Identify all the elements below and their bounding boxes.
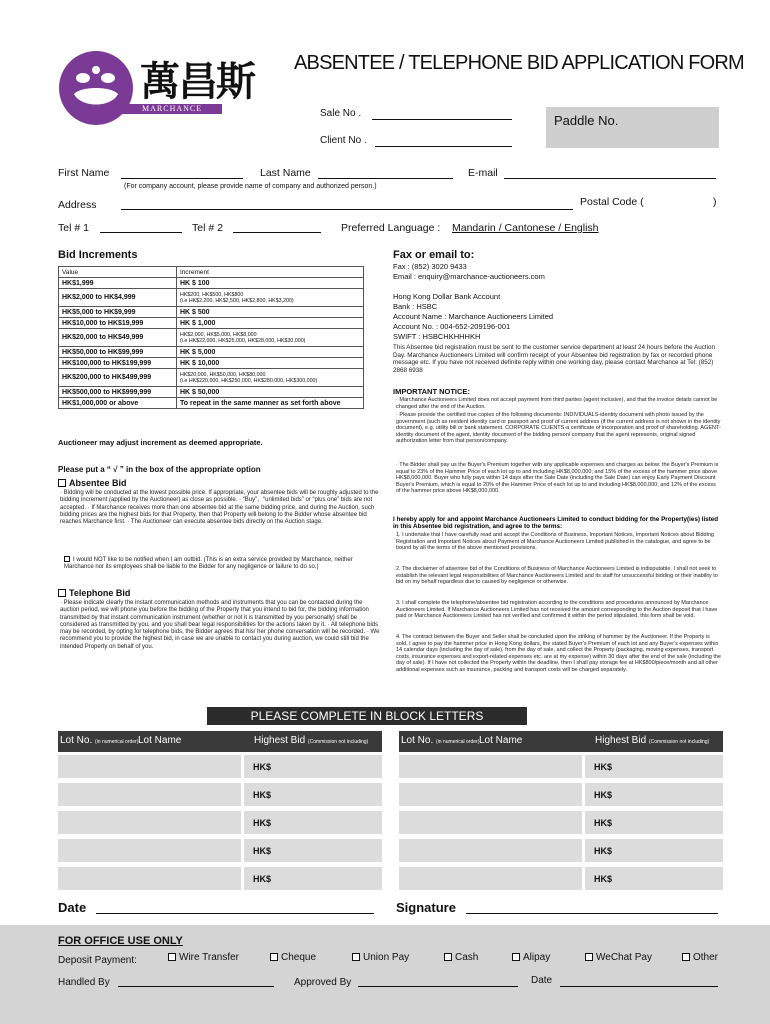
- payment-checkbox[interactable]: [168, 953, 176, 961]
- payment-checkbox[interactable]: [352, 953, 360, 961]
- payment-checkbox[interactable]: [585, 953, 593, 961]
- table-row: [59, 307, 364, 318]
- office-date-field[interactable]: [560, 986, 718, 987]
- bid-value-cell: HK$50,000 to HK$99,999: [59, 347, 177, 358]
- agreement-item-4: 4. The contract between the Buyer and Seller shall be concluded upon the striking of hammer by the Auctioneer. If the Property is sold, I agree to pay the hammer price in Hong Kong dollars, the stated Buyer's Premium of each lot and any Buyer's expenses within 14 calendar days (including the day of sale), from the day of sale, and collect the Property (packaging, moving expenses, transport costs, insurance expenses and export-related expenses etc. are at my expense) within 30 days after the end of the sale (including the day of sale). If I have not collected the Property within the deadline, then I shall pay storage fee at HK$800/piece/month and all other additional expenses such as insurance, packing and transport costs will be charged separately.: [396, 634, 721, 673]
- preferred-language-options[interactable]: Mandarin / Cantonese / English: [452, 222, 599, 234]
- address-label: Address: [58, 199, 97, 211]
- office-use-section: [0, 925, 770, 1024]
- payment-method-option[interactable]: [270, 952, 316, 963]
- absentee-bid-text: · Bidding will be conducted at the lowest possible price. If appropriate, your absentee bids will be roughly adjusted to the bidding increment (applied by the Auctioneer) as close as possible. · “Buy”、“unlimited bids” or “plus one” bids are not accepted. · If Marchance receives more than one absentee bid at the same bidding price, and during the Auction, such bidding prices are the highest bids for that Property, then that Property will belong to the Bidder whose absentee bid reaches Marchance first. · The Auctioneer can execute absentee bids directly on the Auction stage.: [60, 490, 379, 526]
- signature-label: Signature: [396, 900, 456, 915]
- bank-name: Bank : HSBC: [393, 302, 438, 311]
- telephone-bid-option[interactable]: [58, 588, 130, 598]
- table-row: [59, 329, 364, 347]
- deposit-payment-label: Deposit Payment:: [58, 955, 137, 966]
- highest-bid-header: Highest Bid: [254, 735, 306, 746]
- currency-label: HK$: [253, 762, 272, 772]
- company-note: (For company account, please provide name of company and authorized person.): [124, 183, 377, 190]
- lot-number-cell[interactable]: [399, 839, 582, 862]
- lot-name-header: Lot Name: [479, 735, 523, 746]
- col-increment-header: Increment: [177, 267, 364, 278]
- tel2-field[interactable]: [233, 232, 321, 233]
- paddle-no-label: Paddle No.: [554, 113, 619, 128]
- highest-bid-note: (Commission not including): [307, 739, 369, 745]
- preferred-language-label: Preferred Language :: [341, 222, 441, 234]
- approved-by-label: Approved By: [294, 977, 352, 988]
- lot-name-header: Lot Name: [138, 735, 182, 746]
- bid-increment-cell: HK $ 50,000: [177, 387, 364, 398]
- table-row: [59, 278, 364, 289]
- bank-title: Hong Kong Dollar Bank Account: [393, 292, 501, 301]
- table-row: [59, 398, 364, 409]
- account-name: Account Name : Marchance Auctioneers Limited: [393, 312, 554, 321]
- bid-value-cell: HK$500,000 to HK$999,999: [59, 387, 177, 398]
- absentee-bid-label: Absentee Bid: [69, 478, 127, 488]
- lot-no-header: Lot No.: [401, 735, 434, 746]
- table-row: [59, 369, 364, 387]
- payment-checkbox[interactable]: [270, 953, 278, 961]
- bid-increment-cell: HK $ 1,000: [177, 318, 364, 329]
- currency-label: HK$: [253, 846, 272, 856]
- payment-method-option[interactable]: [168, 952, 239, 963]
- bid-increments-table: [58, 266, 364, 409]
- account-no: Account No. : 004-652-209196-001: [393, 322, 511, 331]
- last-name-field[interactable]: [318, 178, 453, 179]
- address-field[interactable]: [121, 209, 573, 210]
- payment-checkbox[interactable]: [512, 953, 520, 961]
- lot-number-cell[interactable]: [58, 867, 241, 890]
- col-value-header: Value: [59, 267, 177, 278]
- bid-increment-cell: HK $ 5,000: [177, 347, 364, 358]
- bid-value-cell: HK$200,000 to HK$499,999: [59, 369, 177, 387]
- currency-label: HK$: [253, 790, 272, 800]
- telephone-checkbox[interactable]: [58, 589, 66, 597]
- paddle-no-box[interactable]: [546, 107, 719, 148]
- lot-number-cell[interactable]: [399, 867, 582, 890]
- payment-method-option[interactable]: [512, 952, 550, 963]
- bid-value-cell: HK$10,000 to HK$19,999: [59, 318, 177, 329]
- currency-label: HK$: [253, 818, 272, 828]
- fax-email-title: Fax or email to:: [393, 249, 475, 261]
- office-use-title: FOR OFFICE USE ONLY: [58, 935, 183, 947]
- lot-no-header: Lot No.: [60, 735, 93, 746]
- absentee-notify-text: I would NOT like to be notified when I am outbid. (This is an extra service provided by Marchance, neither Marchance nor its employees shall be liable to the Bidder for any negligence or failure to do so.): [64, 557, 353, 571]
- office-date-label: Date: [531, 975, 553, 986]
- table-header-row: [59, 267, 364, 278]
- payment-checkbox[interactable]: [444, 953, 452, 961]
- absentee-notify-option[interactable]: [64, 556, 380, 572]
- first-name-label: First Name: [58, 167, 110, 179]
- notify-checkbox[interactable]: [64, 556, 70, 562]
- registration-text: This Absentee bid registration must be sent to the customer service department at least 24 hours before the Auction Day. Marchance Auctioneers Limited will confirm receipt of your Absentee bid registration by fax or recorded phone message etc. If you have not received definite reply within one working day, please contact Marchance at Tel: (852) 2868 6938: [393, 344, 716, 374]
- swift-code: SWIFT : HSBCHKHHHKH: [393, 332, 481, 341]
- bid-increment-cell: To repeat in the same manner as set forth above: [177, 398, 364, 409]
- absentee-checkbox[interactable]: [58, 479, 66, 487]
- tel2-label: Tel # 2: [192, 222, 223, 234]
- email-label: E-mail: [468, 167, 498, 179]
- currency-label: HK$: [594, 762, 613, 772]
- approved-by-field[interactable]: [358, 986, 518, 987]
- telephone-bid-text: · Please indicate clearly the instant communication methods and instruments that you can be contacted during the auction period, we will phone you before the bidding of the Property that you intend to bid for, the bidding information transmitted by that instant communication instrument (whether or not it is transmitted by you personally) shall be considered as transmitted by you, and you shall bear legal responsibilities for the actions taken by it. · All telephone bids may be recorded, by opting for telephone bids, the Bidder agrees that his/ her phone conversation will be recorded. · We recommend you to provide the highest bid, in case we are unable to contact you during auction, we could still bid the intended Property on behalf of you.: [60, 600, 380, 650]
- option-prompt: Please put a “ √ ” in the box of the appropriate option: [58, 465, 261, 474]
- payment-method-option[interactable]: [585, 952, 652, 963]
- lot-number-cell[interactable]: [58, 839, 241, 862]
- currency-label: HK$: [594, 846, 613, 856]
- agreement-item-1: 1. I undertake that I have carefully read and accept the Conditions of Business, Important Notices, Important Notices about Bidding Registration and Important Notices about Payment of Marchance Auctioneers Limited published in the catalogue, and agree to be bound by all the terms of the above mentioned provisions.: [396, 532, 714, 551]
- bid-value-cell: HK$5,000 to HK$9,999: [59, 307, 177, 318]
- bid-increment-cell: HK$2,000, HK$5,000, HK$8,000 (i.e HK$22,000, HK$25,000, HK$28,000, HK$30,000): [177, 329, 364, 347]
- payment-method-label: Cash: [455, 952, 479, 963]
- payment-method-option[interactable]: [682, 952, 718, 963]
- form-title: ABSENTEE / TELEPHONE BID APPLICATION FORM: [294, 52, 744, 74]
- lot-table-header: [58, 731, 382, 752]
- lot-number-cell[interactable]: [58, 783, 241, 806]
- bid-value-cell: HK$1,000,000 or above: [59, 398, 177, 409]
- bid-increment-cell: HK$200, HK$500, HK$800 (i.e HK$2,200, HK$2,500, HK$2,800, HK$3,200): [177, 289, 364, 307]
- bid-increments-title: Bid Increments: [58, 249, 138, 261]
- notice-item-2: · Please provide the certified true copies of the following documents: INDIVIDUALS-identity document with photo issued by the government (such as resident identity card or passport and proof of current address (if the current address is not shown in the identity document), e.g. utility bill or bank statement. CORPORATE CLIENTS-a certificate of incorporation and proof of shareholding. AGENT-identity document of the agent, identity document of the bidding person/ company that the agent represents, original signed authorization letter from that person/company.: [396, 412, 721, 444]
- signature-field[interactable]: [466, 913, 718, 914]
- table-row: [59, 387, 364, 398]
- payment-method-label: Alipay: [523, 952, 551, 963]
- logo-chinese-text: 萬昌斯: [140, 58, 254, 105]
- table-row: [59, 289, 364, 307]
- tel1-label: Tel # 1: [58, 222, 89, 234]
- lot-number-cell[interactable]: [399, 755, 582, 778]
- bid-value-cell: HK$1,999: [59, 278, 177, 289]
- bid-value-cell: HK$100,000 to HK$199,999: [59, 358, 177, 369]
- payment-method-label: Other: [693, 952, 719, 963]
- payment-method-label: Wire Transfer: [179, 952, 240, 963]
- telephone-bid-label: Telephone Bid: [69, 588, 131, 598]
- bid-increment-cell: HK $ 10,000: [177, 358, 364, 369]
- last-name-label: Last Name: [260, 167, 311, 179]
- lot-number-cell[interactable]: [399, 783, 582, 806]
- fax-number: Fax : (852) 3020 9433: [393, 262, 467, 271]
- first-name-field[interactable]: [121, 178, 243, 179]
- currency-label: HK$: [594, 790, 613, 800]
- lot-no-note: (in numerical order): [436, 739, 480, 745]
- currency-label: HK$: [253, 874, 272, 884]
- bid-value-cell: HK$20,000 to HK$49,999: [59, 329, 177, 347]
- bid-increment-cell: HK$20,000, HK$50,000, HK$80,000 (i.e HK$220,000, HK$250,000, HK$280,000, HK$300,000): [177, 369, 364, 387]
- currency-label: HK$: [594, 818, 613, 828]
- lot-no-note: (in numerical order): [95, 739, 139, 745]
- currency-label: HK$: [594, 874, 613, 884]
- email-field[interactable]: [504, 178, 716, 179]
- lot-table-header: [399, 731, 723, 752]
- payment-checkbox[interactable]: [682, 953, 690, 961]
- payment-method-label: Cheque: [281, 952, 317, 963]
- handled-by-label: Handled By: [58, 977, 110, 988]
- payment-method-option[interactable]: [444, 952, 478, 963]
- lot-number-cell[interactable]: [58, 755, 241, 778]
- increment-note: Auctioneer may adjust increment as deemed appropriate.: [58, 438, 263, 447]
- client-no-field[interactable]: [375, 146, 512, 147]
- payment-method-option[interactable]: [352, 952, 409, 963]
- table-row: [59, 358, 364, 369]
- postal-code-close: ): [713, 196, 717, 208]
- handled-by-field[interactable]: [118, 986, 274, 987]
- agreement-item-3: 3. I shall complete the telephone/absentee bid registration according to the conditions and procedures announced by Marchance Auctioneers Limited. If Marchance Auctioneers Limited has not received the amount corresponding to the Auction deposit that I have paid or Marchance Auctioneers Limited has not verified and confirmed it within the period stipulated, this form shall be void.: [396, 600, 718, 619]
- payment-method-label: Union Pay: [363, 952, 410, 963]
- lot-number-cell[interactable]: [58, 811, 241, 834]
- table-row: [59, 347, 364, 358]
- highest-bid-header: Highest Bid: [595, 735, 647, 746]
- email-address: Email : enquiry@marchance-auctioneers.com: [393, 272, 545, 281]
- notice-item-3: · The Bidder shall pay us the Buyer's Premium together with any applicable expenses and charges as below: the Buyer's Premium is equal to 23% of the Hammer Price of each lot up to and including HK$8,000,000; and 15% of the excess of the hammer price above HK$8,000,000. Buyer who fully pays within 14 days after the Sale Date (including the Sale Date) can enjoy Early Payment Discount Buyer's Premium, which is equal to 20% of the Hammer Price of each lot up to and including HK$8,000,000; and 12% of the excess of the hammer price above HK$8,000,000.: [396, 462, 719, 494]
- table-row: [59, 318, 364, 329]
- payment-method-label: WeChat Pay: [596, 952, 652, 963]
- highest-bid-note: (Commission not including): [648, 739, 710, 745]
- lot-number-cell[interactable]: [399, 811, 582, 834]
- date-label: Date: [58, 900, 87, 915]
- agreement-item-2: 2. The disclaimer of absentee bid of the Conditions of Business of Marchance Auctioneers Limited is indisputable. I shall not seek to establish the relevant legal responsibilities of Marchance Auctioneers Limited and its staff for unsuccessful bidding or their inability to bid on my behalf regardless due to caused by negligence or otherwise.: [396, 566, 718, 585]
- bid-increment-cell: HK $ 500: [177, 307, 364, 318]
- absentee-bid-option[interactable]: [58, 478, 127, 488]
- date-field[interactable]: [96, 913, 374, 914]
- notice-item-1: · Marchance Auctioneers Limited does not accept payment from third parties (agent inclusive), and that the invoice details cannot be changed after the end of the Auction.: [396, 397, 718, 410]
- logo-brand-text: MARCHANCE: [142, 104, 203, 113]
- tel1-field[interactable]: [100, 232, 182, 233]
- marchance-logo: [56, 48, 256, 128]
- important-notice-title: IMPORTANT NOTICE:: [393, 387, 470, 396]
- bid-value-cell: HK$2,000 to HK$4,999: [59, 289, 177, 307]
- client-no-label: Client No .: [320, 135, 367, 146]
- sale-no-label: Sale No .: [320, 108, 362, 119]
- bid-increment-cell: HK $ 100: [177, 278, 364, 289]
- sale-no-field[interactable]: [372, 119, 512, 120]
- block-letters-banner: PLEASE COMPLETE IN BLOCK LETTERS: [207, 707, 527, 725]
- postal-code-label: Postal Code (: [580, 196, 644, 208]
- agreement-title: I hereby apply for and appoint Marchance Auctioneers Limited to conduct bidding for the Property(ies) listed in this Absentee bid registration, and agree to the terms:: [393, 516, 719, 531]
